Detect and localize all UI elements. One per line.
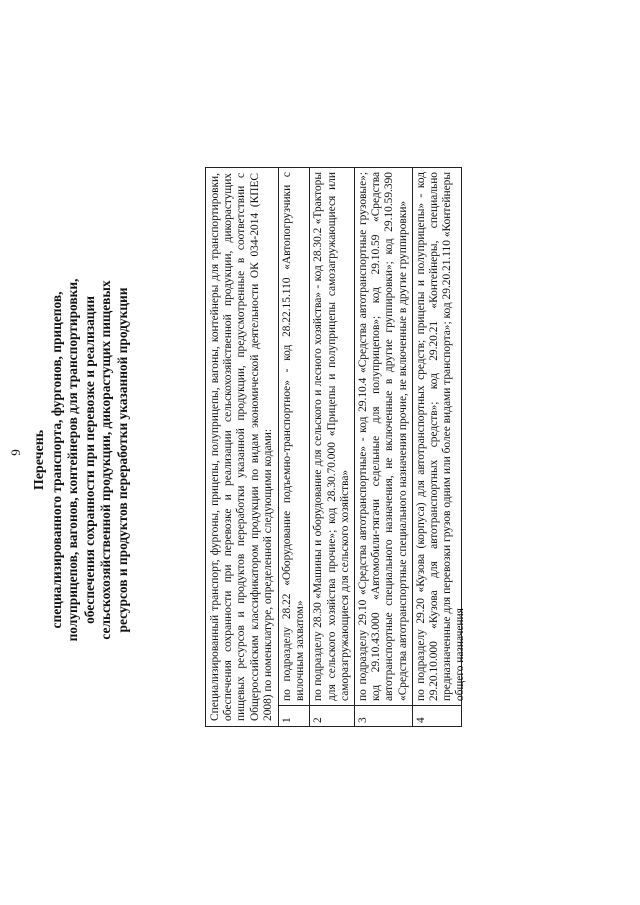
heading-title: Перечень <box>32 429 47 491</box>
document-heading <box>32 165 132 755</box>
row-number: 3 <box>355 706 413 727</box>
row-number: 1 <box>279 706 310 727</box>
row-text: по подразделу 28.22 «Оборудование подъемно-транспортное» - код 28.22.15.110 «Автопогрузчики с вилочным захватом» <box>279 168 310 706</box>
codes-table <box>205 167 467 727</box>
heading-line: полуприцепов, вагонов, контейнеров для транспортировки, <box>65 278 81 642</box>
table-row <box>279 168 310 727</box>
table-intro-row <box>206 168 279 727</box>
row-number: 4 <box>412 706 461 727</box>
page-number: 9 <box>8 449 23 456</box>
row-text-container <box>412 168 467 706</box>
heading-line: обеспечения сохранности при перевозке и реализации <box>81 296 97 624</box>
row-number: 2 <box>310 706 355 727</box>
heading-line: специализированного транспорта, фургонов, прицепов, <box>48 291 64 629</box>
row-text: по подразделу 29.20 «Кузова (корпуса) для автотранспортных средств; прицепы и полуприцепы» - код 29.20.10.000 «Кузова для автотранспортных средств»; код 29.20.21 «Контейнеры, специально предназначенные для перевозки грузов одним или более видами транспорта»; код 29.20.21.110 «Контейнеры общего назначения <box>414 172 467 701</box>
table-row <box>412 168 461 727</box>
heading-line: ресурсов и продуктов переработки указанной продукции <box>114 287 130 633</box>
table-row <box>310 168 355 727</box>
row-text: по подразделу 29.10 «Средства автотранспортные» - код 29.10.4 «Средства автотранспортные грузовые»; код 29.10.43.000 «Автомобили-тягачи седельные для полуприцепов»; код 29.10.59 «Средства автотранспортные специального назначения, не включенные в другие группировки»; код 29.10.59.390 «Средства автотранспортные специального назначения прочие, не включенные в другие группировки» <box>355 168 413 706</box>
heading-line: сельскохозяйственной продукции, дикорастущих пищевых <box>98 280 114 640</box>
table-row <box>355 168 413 727</box>
row-text: по подразделу 28.30 «Машины и оборудование для сельского и лесного хозяйства» - код 28.30.2 «Тракторы для сельского хозяйства прочие»; код 28.30.70.000 «Прицепы и полуприцепы самозагружающиеся или саморазгружающиеся для сельского хозяйства» <box>310 168 355 706</box>
table-intro-cell: Специализированный транспорт, фургоны, прицепы, полуприцепы, вагоны, контейнеры для транспортировки, обеспечения сохранности при перевозке и реализации сельскохозяйственной продукции, дикорастущих пищевых ресурсов и продуктов переработки указанной продукции, предусмотренные в соответствии с Общероссийским классификатором продукции по видам экономической деятельности ОК 034-2014 (КПЕС 2008) по номенклатуре, определенной следующими кодами: <box>206 168 279 727</box>
